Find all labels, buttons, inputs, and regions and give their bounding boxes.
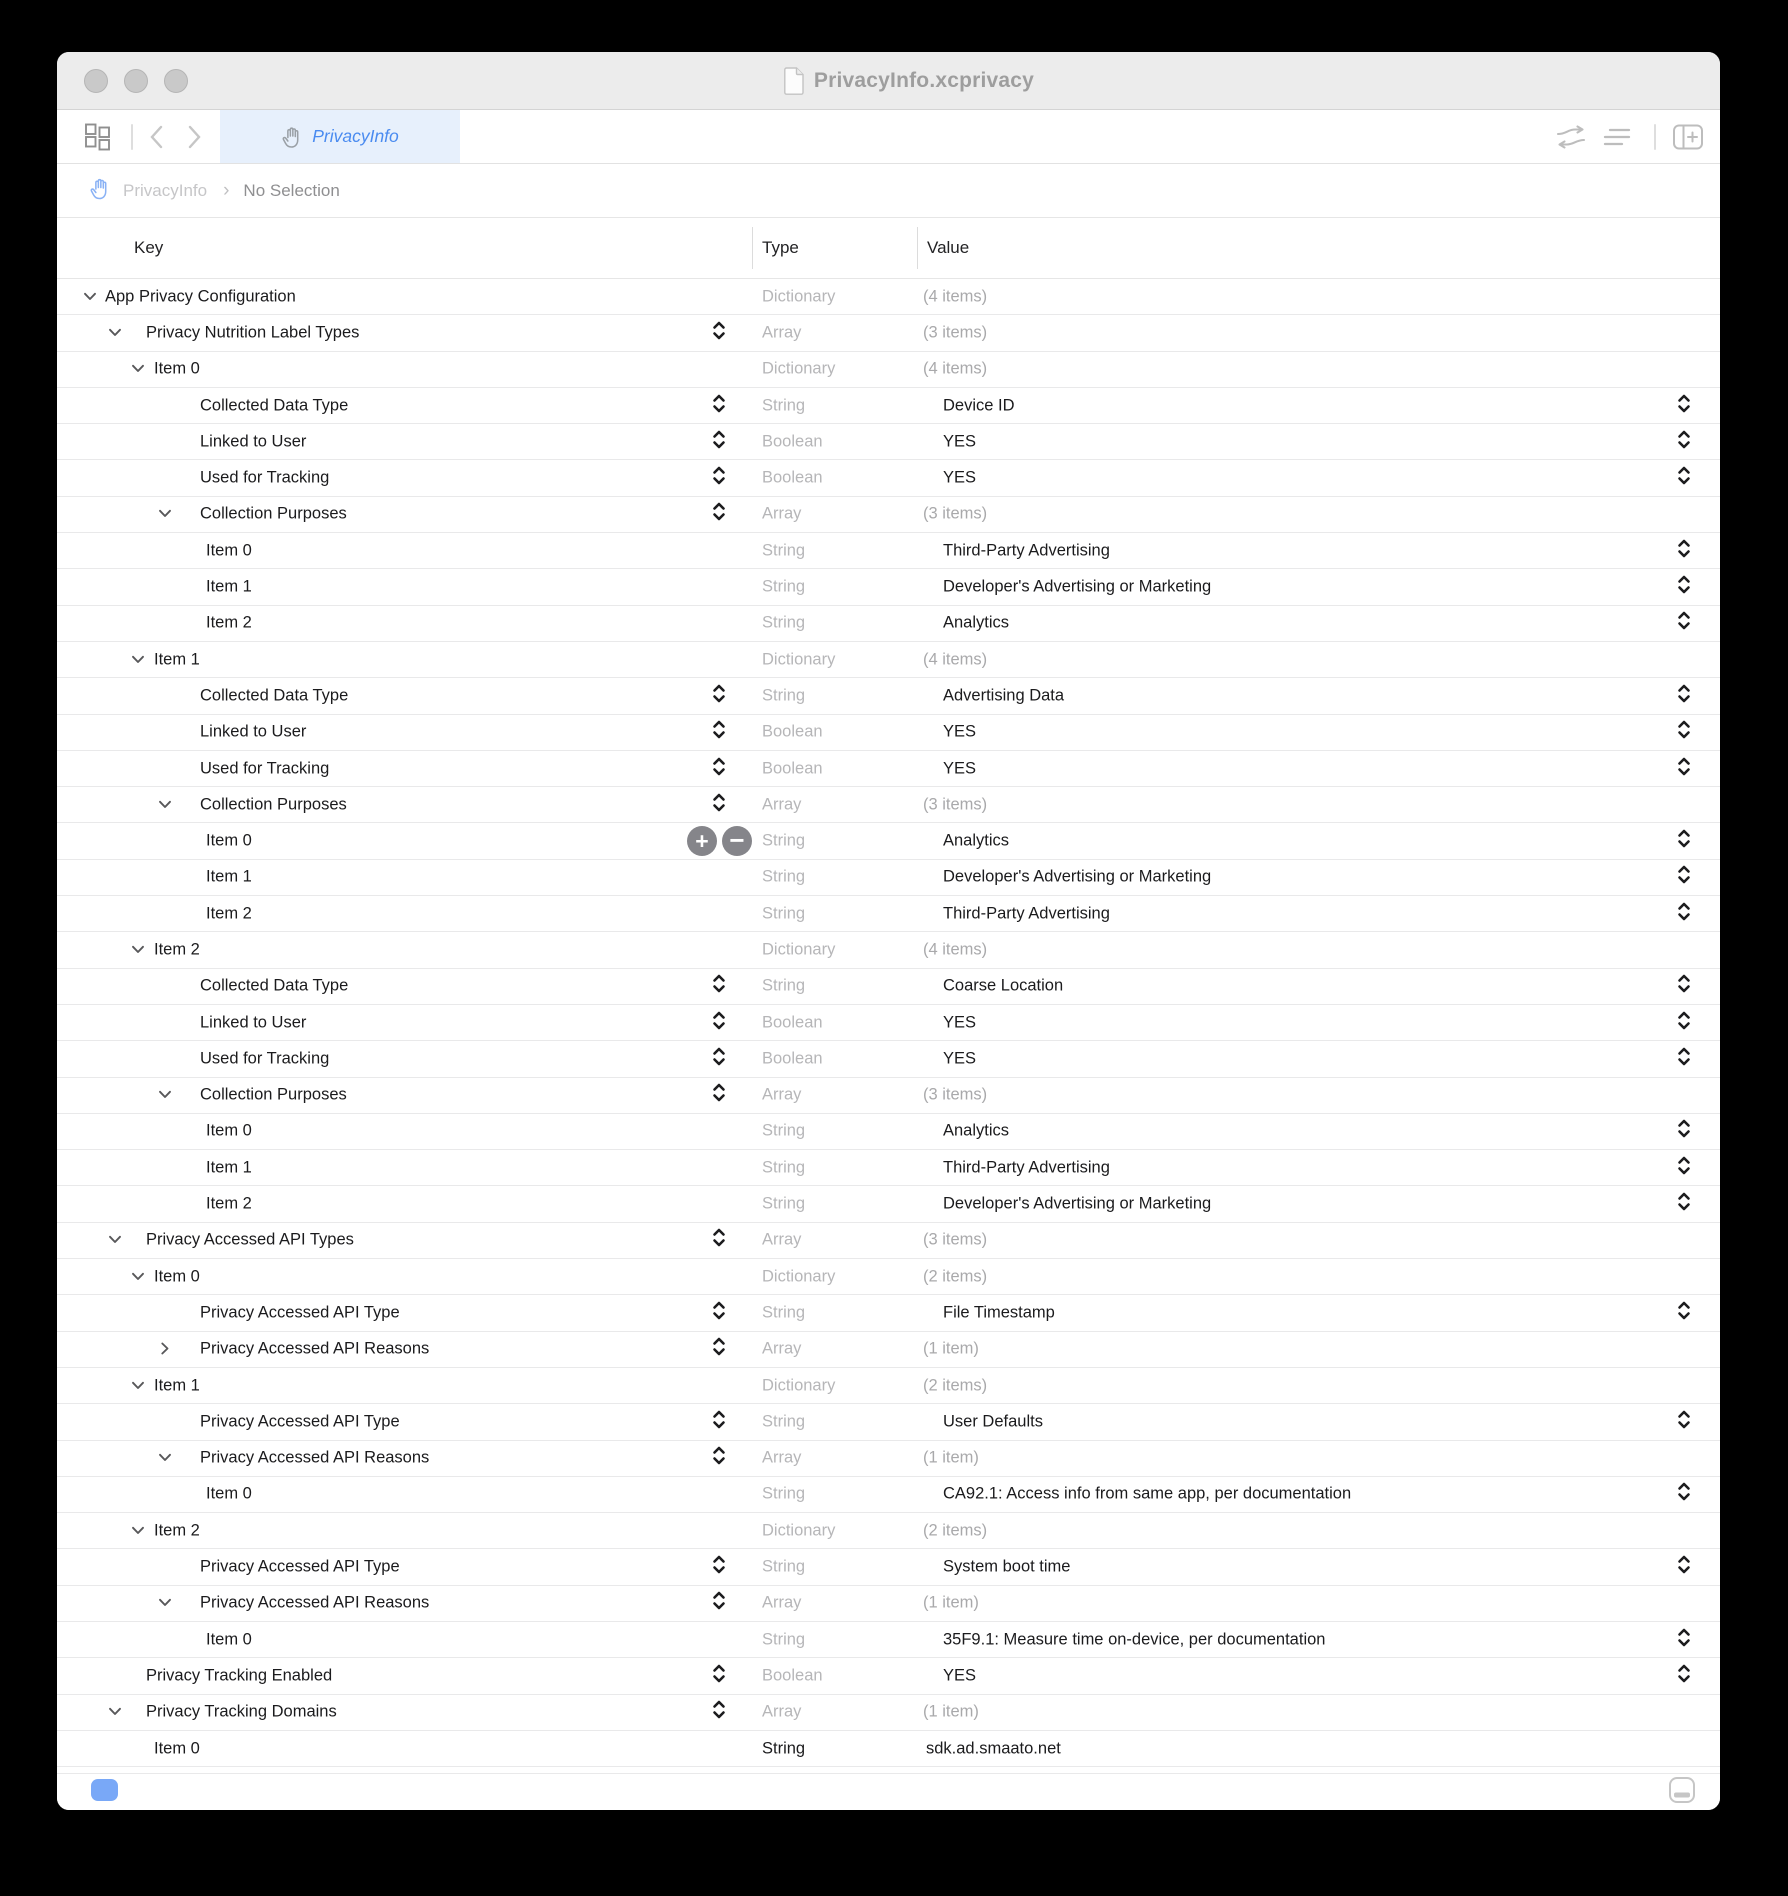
row-value[interactable]: (3 items) xyxy=(923,1085,988,1104)
row-type: Dictionary xyxy=(762,287,836,306)
row-key: Item 2 xyxy=(206,904,252,923)
row-value[interactable]: Coarse Location xyxy=(943,976,1064,995)
table-row[interactable] xyxy=(57,823,1720,859)
value-stepper-icon[interactable] xyxy=(1677,1192,1691,1217)
table-row[interactable] xyxy=(57,352,1720,388)
traffic-lights xyxy=(84,69,188,93)
row-type: String xyxy=(762,1739,806,1758)
table-row[interactable] xyxy=(57,1658,1720,1694)
key-type-stepper-icon[interactable] xyxy=(712,502,726,527)
column-header-type[interactable]: Type xyxy=(762,238,799,257)
row-key: Item 0 xyxy=(154,1739,200,1758)
row-value[interactable]: Analytics xyxy=(943,613,1010,632)
row-type: String xyxy=(762,1121,806,1140)
row-value[interactable]: 35F9.1: Measure time on-device, per documentation xyxy=(943,1630,1326,1649)
table-row[interactable] xyxy=(57,497,1720,533)
value-stepper-icon[interactable] xyxy=(1677,429,1691,454)
table-row[interactable] xyxy=(57,279,1720,315)
table-row[interactable] xyxy=(57,969,1720,1005)
disclosure-chevron-icon[interactable] xyxy=(131,655,146,665)
filter-indicator[interactable] xyxy=(91,1779,118,1801)
disclosure-chevron-icon[interactable] xyxy=(158,1453,173,1463)
bottom-bar-toggle-icon[interactable] xyxy=(1668,1776,1696,1809)
row-key: Item 2 xyxy=(154,940,200,959)
table-row[interactable] xyxy=(57,1404,1720,1440)
row-key: Item 0 xyxy=(206,1121,252,1140)
value-stepper-icon[interactable] xyxy=(1677,1046,1691,1071)
row-value[interactable]: YES xyxy=(943,468,977,487)
key-type-stepper-icon[interactable] xyxy=(712,1591,726,1616)
disclosure-chevron-icon[interactable] xyxy=(83,292,98,302)
row-value[interactable]: (1 item) xyxy=(923,1593,979,1612)
row-value[interactable]: (3 items) xyxy=(923,795,988,814)
table-row[interactable] xyxy=(57,1368,1720,1404)
row-value[interactable]: (4 items) xyxy=(923,650,988,669)
row-value[interactable]: CA92.1: Access info from same app, per documentation xyxy=(943,1484,1352,1503)
table-row[interactable] xyxy=(57,388,1720,424)
table-row[interactable] xyxy=(57,569,1720,605)
table-row[interactable] xyxy=(57,1513,1720,1549)
row-type: String xyxy=(762,1412,806,1431)
key-type-stepper-icon[interactable] xyxy=(712,1446,726,1471)
value-stepper-icon[interactable] xyxy=(1677,393,1691,418)
row-value[interactable]: (2 items) xyxy=(923,1267,988,1286)
row-key: Item 2 xyxy=(206,613,252,632)
zoom-button[interactable] xyxy=(164,69,188,93)
table-row[interactable] xyxy=(57,1549,1720,1585)
hand-icon xyxy=(89,176,110,205)
row-type: Array xyxy=(762,1230,802,1249)
row-value[interactable]: YES xyxy=(943,722,977,741)
key-type-stepper-icon[interactable] xyxy=(712,466,726,491)
disclosure-chevron-icon[interactable] xyxy=(108,1235,123,1245)
row-value[interactable]: YES xyxy=(943,432,977,451)
table-row[interactable] xyxy=(57,678,1720,714)
value-stepper-icon[interactable] xyxy=(1677,683,1691,708)
value-stepper-icon[interactable] xyxy=(1677,974,1691,999)
row-type: String xyxy=(762,1194,806,1213)
row-type: Array xyxy=(762,795,802,814)
close-button[interactable] xyxy=(84,69,108,93)
key-type-stepper-icon[interactable] xyxy=(712,1300,726,1325)
table-row[interactable] xyxy=(57,642,1720,678)
row-key: Privacy Tracking Domains xyxy=(146,1702,337,1721)
row-key: Linked to User xyxy=(200,1013,307,1032)
disclosure-chevron-icon[interactable] xyxy=(158,800,173,810)
value-stepper-icon[interactable] xyxy=(1677,720,1691,745)
row-type: String xyxy=(762,577,806,596)
row-type: String xyxy=(762,1484,806,1503)
key-type-stepper-icon[interactable] xyxy=(712,1337,726,1362)
row-type: String xyxy=(762,1158,806,1177)
row-type: String xyxy=(762,1303,806,1322)
row-value[interactable]: (3 items) xyxy=(923,323,988,342)
row-key: Item 0 xyxy=(206,831,252,850)
row-key: Privacy Accessed API Reasons xyxy=(200,1593,430,1612)
forward-chevron-icon[interactable] xyxy=(184,124,204,150)
disclosure-chevron-icon[interactable] xyxy=(131,1381,146,1391)
row-type: Boolean xyxy=(762,1049,823,1068)
value-stepper-icon[interactable] xyxy=(1677,1010,1691,1035)
jump-bar[interactable] xyxy=(57,164,1720,218)
row-key: Privacy Accessed API Type xyxy=(200,1557,400,1576)
row-key: Item 1 xyxy=(206,577,252,596)
row-key: Collection Purposes xyxy=(200,504,347,523)
column-divider xyxy=(752,227,753,269)
row-type: String xyxy=(762,904,806,923)
row-type: Array xyxy=(762,323,802,342)
row-key: Item 1 xyxy=(154,650,200,669)
disclosure-chevron-icon[interactable] xyxy=(131,1526,146,1536)
remove-item-button[interactable]: − xyxy=(722,826,752,856)
row-value[interactable]: (2 items) xyxy=(923,1521,988,1540)
row-type: Array xyxy=(762,1702,802,1721)
editor-toolbar xyxy=(57,110,1720,164)
row-type: String xyxy=(762,831,806,850)
row-type: Boolean xyxy=(762,759,823,777)
row-key: Item 2 xyxy=(154,1521,200,1540)
table-row[interactable] xyxy=(57,932,1720,968)
row-key: Item 0 xyxy=(154,1267,200,1286)
row-key: Collection Purposes xyxy=(200,1085,347,1104)
table-row[interactable] xyxy=(57,1078,1720,1114)
table-row[interactable] xyxy=(57,460,1720,496)
table-row[interactable] xyxy=(57,860,1720,896)
row-key: Privacy Accessed API Types xyxy=(146,1230,354,1249)
table-row[interactable] xyxy=(57,715,1720,751)
row-type: Dictionary xyxy=(762,1267,836,1286)
row-type: Dictionary xyxy=(762,359,836,378)
row-value[interactable]: (3 items) xyxy=(923,1230,988,1249)
row-key: App Privacy Configuration xyxy=(105,287,296,306)
row-key: Collected Data Type xyxy=(200,686,349,705)
row-value[interactable]: Analytics xyxy=(943,831,1010,850)
plist-table-body xyxy=(57,279,1720,1767)
value-stepper-icon[interactable] xyxy=(1677,1663,1691,1688)
row-type: Array xyxy=(762,1085,802,1104)
disclosure-chevron-icon[interactable] xyxy=(108,1707,123,1717)
row-value[interactable]: Third-Party Advertising xyxy=(943,541,1110,560)
key-type-stepper-icon[interactable] xyxy=(712,393,726,418)
row-value[interactable]: File Timestamp xyxy=(943,1303,1055,1322)
row-type: Array xyxy=(762,504,802,523)
disclosure-chevron-icon[interactable] xyxy=(158,1344,173,1354)
value-stepper-icon[interactable] xyxy=(1677,756,1691,781)
editor-bottom-bar xyxy=(57,1774,1720,1810)
row-type: String xyxy=(762,976,806,995)
row-type: Dictionary xyxy=(762,1521,836,1540)
row-key: Privacy Tracking Enabled xyxy=(146,1666,333,1685)
column-header-key[interactable]: Key xyxy=(134,238,164,257)
value-stepper-icon[interactable] xyxy=(1677,1409,1691,1434)
table-bottom-divider xyxy=(57,1767,1720,1774)
back-chevron-icon[interactable] xyxy=(147,124,167,150)
breadcrumb-file[interactable]: PrivacyInfo xyxy=(123,180,208,200)
row-value[interactable]: YES xyxy=(943,1013,977,1032)
value-stepper-icon[interactable] xyxy=(1677,1627,1691,1652)
row-value[interactable]: YES xyxy=(943,1666,977,1685)
value-stepper-icon[interactable] xyxy=(1677,901,1691,926)
row-key: Privacy Accessed API Type xyxy=(200,1412,400,1431)
value-stepper-icon[interactable] xyxy=(1677,1155,1691,1180)
key-type-stepper-icon[interactable] xyxy=(712,1700,726,1725)
key-type-stepper-icon[interactable] xyxy=(712,720,726,745)
table-row[interactable] xyxy=(57,1114,1720,1150)
row-value[interactable]: (4 items) xyxy=(923,287,988,306)
row-key: Privacy Accessed API Type xyxy=(200,1303,400,1322)
row-key: Item 0 xyxy=(206,541,252,560)
row-key: Item 1 xyxy=(206,1158,252,1177)
breadcrumb-selection[interactable]: No Selection xyxy=(243,180,340,200)
row-value[interactable]: Developer's Advertising or Marketing xyxy=(943,1194,1212,1213)
row-value[interactable]: Device ID xyxy=(943,396,1015,415)
disclosure-chevron-icon[interactable] xyxy=(108,328,123,338)
table-row[interactable] xyxy=(57,1477,1720,1513)
row-key: Collected Data Type xyxy=(200,396,349,415)
table-row[interactable] xyxy=(57,1150,1720,1186)
row-key: Privacy Accessed API Reasons xyxy=(200,1339,430,1358)
disclosure-chevron-icon[interactable] xyxy=(158,509,173,519)
key-type-stepper-icon[interactable] xyxy=(712,320,726,345)
row-value[interactable]: (4 items) xyxy=(923,359,988,378)
row-key: Item 1 xyxy=(154,1376,200,1395)
row-value[interactable]: Third-Party Advertising xyxy=(943,1158,1110,1177)
window-title: PrivacyInfo.xcprivacy xyxy=(813,68,1035,92)
editor-options-icon[interactable] xyxy=(1602,125,1632,149)
table-row[interactable] xyxy=(57,424,1720,460)
key-type-stepper-icon[interactable] xyxy=(712,1663,726,1688)
value-stepper-icon[interactable] xyxy=(1677,865,1691,890)
row-value[interactable]: Developer's Advertising or Marketing xyxy=(943,867,1212,886)
row-type: String xyxy=(762,541,806,560)
table-row[interactable] xyxy=(57,1186,1720,1222)
row-value[interactable]: YES xyxy=(943,759,977,777)
key-type-stepper-icon[interactable] xyxy=(712,1228,726,1253)
xcode-window xyxy=(57,52,1720,1810)
value-stepper-icon[interactable] xyxy=(1677,575,1691,600)
row-type: String xyxy=(762,867,806,886)
column-header-value[interactable]: Value xyxy=(927,238,970,257)
table-row[interactable] xyxy=(57,1731,1720,1767)
title-bar[interactable] xyxy=(57,52,1720,110)
add-editor-icon[interactable] xyxy=(1672,123,1704,150)
disclosure-chevron-icon[interactable] xyxy=(158,1090,173,1100)
row-type: Boolean xyxy=(762,1013,823,1032)
row-value[interactable]: (1 item) xyxy=(923,1339,979,1358)
key-type-stepper-icon[interactable] xyxy=(712,756,726,781)
table-row[interactable] xyxy=(57,1041,1720,1077)
row-type: String xyxy=(762,1630,806,1649)
toolbar-separator xyxy=(1654,124,1656,150)
row-value[interactable]: System boot time xyxy=(943,1557,1071,1576)
value-stepper-icon[interactable] xyxy=(1677,466,1691,491)
row-key: Item 0 xyxy=(154,359,200,378)
disclosure-chevron-icon[interactable] xyxy=(131,945,146,955)
table-row[interactable] xyxy=(57,1622,1720,1658)
toolbar-separator xyxy=(131,124,133,150)
row-key: Item 0 xyxy=(206,1484,252,1503)
table-row[interactable] xyxy=(57,1695,1720,1731)
key-type-stepper-icon[interactable] xyxy=(712,1555,726,1580)
row-type: Boolean xyxy=(762,432,823,451)
tab-privacyinfo[interactable] xyxy=(220,110,460,163)
table-row[interactable] xyxy=(57,1005,1720,1041)
row-key: Privacy Accessed API Reasons xyxy=(200,1448,430,1467)
row-key: Item 0 xyxy=(206,1630,252,1649)
table-row[interactable] xyxy=(57,606,1720,642)
table-row[interactable] xyxy=(57,1441,1720,1477)
related-items-icon[interactable] xyxy=(83,122,113,152)
row-value[interactable]: (1 item) xyxy=(923,1448,979,1467)
row-type: String xyxy=(762,396,806,415)
row-type: Array xyxy=(762,1448,802,1467)
row-value[interactable]: (2 items) xyxy=(923,1376,988,1395)
table-row[interactable] xyxy=(57,1259,1720,1295)
key-type-stepper-icon[interactable] xyxy=(712,1010,726,1035)
row-value[interactable]: (3 items) xyxy=(923,504,988,523)
table-row[interactable] xyxy=(57,751,1720,787)
column-divider xyxy=(917,227,918,269)
row-key: Used for Tracking xyxy=(200,759,330,777)
row-type: Array xyxy=(762,1593,802,1612)
value-stepper-icon[interactable] xyxy=(1677,611,1691,636)
row-key: Privacy Nutrition Label Types xyxy=(146,323,360,342)
row-type: Dictionary xyxy=(762,650,836,669)
table-row[interactable] xyxy=(57,1295,1720,1331)
row-key: Item 1 xyxy=(206,867,252,886)
key-type-stepper-icon[interactable] xyxy=(712,429,726,454)
value-stepper-icon[interactable] xyxy=(1677,538,1691,563)
document-icon xyxy=(783,67,805,95)
key-type-stepper-icon[interactable] xyxy=(712,792,726,817)
row-type: Boolean xyxy=(762,468,823,487)
row-key: Item 2 xyxy=(206,1194,252,1213)
add-remove-buttons xyxy=(687,826,752,856)
row-value[interactable]: Developer's Advertising or Marketing xyxy=(943,577,1212,596)
value-stepper-icon[interactable] xyxy=(1677,829,1691,854)
add-item-button[interactable]: + xyxy=(687,826,717,856)
row-type: Array xyxy=(762,1339,802,1358)
row-value[interactable]: User Defaults xyxy=(943,1412,1043,1431)
row-value[interactable]: YES xyxy=(943,1049,977,1068)
key-type-stepper-icon[interactable] xyxy=(712,1409,726,1434)
row-type: Dictionary xyxy=(762,1376,836,1395)
row-value[interactable]: (4 items) xyxy=(923,940,988,959)
row-value[interactable]: (1 item) xyxy=(923,1702,979,1721)
hand-icon xyxy=(281,125,302,149)
table-row[interactable] xyxy=(57,896,1720,932)
row-type: Boolean xyxy=(762,722,823,741)
key-type-stepper-icon[interactable] xyxy=(712,974,726,999)
row-key: Linked to User xyxy=(200,722,307,741)
value-stepper-icon[interactable] xyxy=(1677,1555,1691,1580)
table-row[interactable] xyxy=(57,1586,1720,1622)
row-type: String xyxy=(762,613,806,632)
disclosure-chevron-icon[interactable] xyxy=(131,1272,146,1282)
row-key: Used for Tracking xyxy=(200,1049,330,1068)
value-stepper-icon[interactable] xyxy=(1677,1300,1691,1325)
row-key: Collected Data Type xyxy=(200,976,349,995)
row-key: Collection Purposes xyxy=(200,795,347,814)
row-value[interactable]: Analytics xyxy=(943,1121,1010,1140)
table-row[interactable] xyxy=(57,1332,1720,1368)
table-row[interactable] xyxy=(57,787,1720,823)
key-type-stepper-icon[interactable] xyxy=(712,1046,726,1071)
row-value[interactable]: Third-Party Advertising xyxy=(943,904,1110,923)
row-key: Used for Tracking xyxy=(200,468,330,487)
row-type: String xyxy=(762,1557,806,1576)
tab-label: PrivacyInfo xyxy=(312,126,399,146)
key-type-stepper-icon[interactable] xyxy=(712,683,726,708)
table-header xyxy=(57,218,1720,279)
table-row[interactable] xyxy=(57,533,1720,569)
disclosure-chevron-icon[interactable] xyxy=(131,364,146,374)
code-review-icon[interactable] xyxy=(1555,125,1587,149)
value-stepper-icon[interactable] xyxy=(1677,1482,1691,1507)
key-type-stepper-icon[interactable] xyxy=(712,1083,726,1108)
value-stepper-icon[interactable] xyxy=(1677,1119,1691,1144)
row-type: Dictionary xyxy=(762,940,836,959)
row-key: Linked to User xyxy=(200,432,307,451)
row-value[interactable]: Advertising Data xyxy=(943,686,1065,705)
window-title-area xyxy=(57,52,1720,109)
table-row[interactable] xyxy=(57,1223,1720,1259)
breadcrumb-chevron-icon: › xyxy=(223,179,230,201)
row-value[interactable]: sdk.ad.smaato.net xyxy=(926,1739,1061,1758)
disclosure-chevron-icon[interactable] xyxy=(158,1598,173,1608)
row-type: Boolean xyxy=(762,1666,823,1685)
table-row[interactable] xyxy=(57,315,1720,351)
minimize-button[interactable] xyxy=(124,69,148,93)
row-type: String xyxy=(762,686,806,705)
